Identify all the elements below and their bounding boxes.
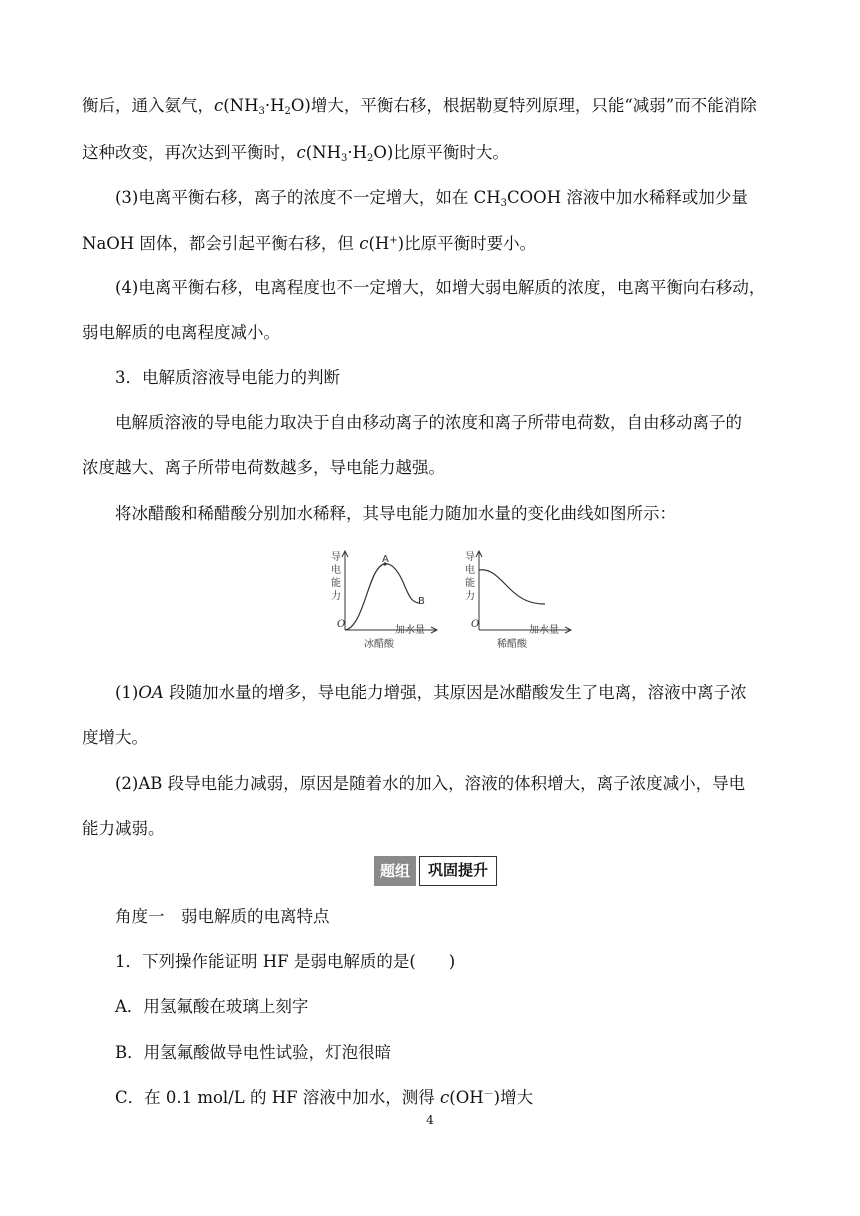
conductivity-curve-glacial — [345, 564, 419, 630]
y-axis-label-char: 电 — [465, 565, 475, 576]
text-line: 衡后，通入氨气，$c(NH_3\cdot H_2O)$增大，平衡右移，根据勒夏特列原理，只能“减弱”而不能消除 — [82, 96, 757, 117]
option-b: B．用氢氟酸做导电性试验，灯泡很暗 — [115, 1043, 392, 1062]
origin-label: O — [471, 619, 480, 630]
text-line: NaOH 固体，都会引起平衡右移，但 c(H+)比原平衡时要小。 — [82, 234, 537, 253]
option-c: C．在 0.1 mol/L 的 HF 溶液中加水，测得 c(OH－)增大 — [115, 1088, 534, 1107]
section-heading: 3．电解质溶液导电能力的判断 — [115, 368, 340, 387]
origin-label: O — [337, 619, 346, 630]
text-line: 度增大。 — [82, 728, 148, 747]
y-axis-label-char: 电 — [331, 565, 341, 576]
y-axis-label-char: 能 — [331, 578, 341, 589]
y-axis-label-char: 导 — [465, 552, 475, 563]
y-axis-label-char: 导 — [331, 552, 341, 563]
angle-heading: 角度一 弱电解质的电离特点 — [115, 907, 330, 926]
text-line: 将冰醋酸和稀醋酸分别加水稀释，其导电能力随加水量的变化曲线如图所示： — [115, 504, 676, 523]
point-b-label: B — [418, 596, 425, 607]
question-stem: 1．下列操作能证明 HF 是弱电解质的是( ) — [115, 952, 456, 971]
section-banner — [374, 856, 497, 886]
y-axis-label-char: 能 — [465, 578, 475, 589]
y-axis-label-char: 力 — [465, 591, 475, 602]
banner-tag: 题组 — [374, 856, 416, 886]
text-line: 这种改变，再次达到平衡时，$c(NH_3\cdot H_2O)$比原平衡时大。 — [82, 143, 509, 164]
x-axis-label: 加水量 — [395, 625, 425, 636]
text-line: (3)电离平衡右移，离子的浓度不一定增大，如在 $CH_3COOH$ 溶液中加水稀释或加少量 — [115, 188, 748, 209]
banner-title: 巩固提升 — [419, 856, 497, 886]
text-line: 能力减弱。 — [82, 819, 165, 838]
text-line: 弱电解质的电离程度减小。 — [82, 323, 280, 342]
point-a-label: A — [382, 554, 389, 565]
x-axis-label: 加水量 — [529, 625, 559, 636]
graph-glacial-acetic-acid — [325, 548, 445, 652]
option-a: A．用氢氟酸在玻璃上刻字 — [115, 997, 309, 1016]
graph-dilute-acetic-acid — [459, 548, 579, 652]
text-line: 电解质溶液的导电能力取决于自由移动离子的浓度和离子所带电荷数，自由移动离子的 — [115, 413, 742, 432]
figure-conductivity-graphs — [325, 548, 575, 652]
conductivity-curve-dilute — [479, 570, 545, 604]
text-line: 浓度越大、离子所带电荷数越多，导电能力越强。 — [82, 458, 445, 477]
text-line: (1)OA 段随加水量的增多，导电能力增强，其原因是冰醋酸发生了电离，溶液中离子浓 — [115, 683, 747, 702]
figure-caption: 冰醋酸 — [364, 639, 394, 650]
text-line: (4)电离平衡右移，电离程度也不一定增大，如增大弱电解质的浓度，电离平衡向右移动， — [115, 278, 766, 297]
page-number: 4 — [426, 1113, 434, 1127]
figure-caption: 稀醋酸 — [497, 639, 527, 650]
text-line: (2)AB 段导电能力减弱，原因是随着水的加入，溶液的体积增大，离子浓度减小，导电 — [115, 774, 746, 793]
y-axis-label-char: 力 — [331, 591, 341, 602]
